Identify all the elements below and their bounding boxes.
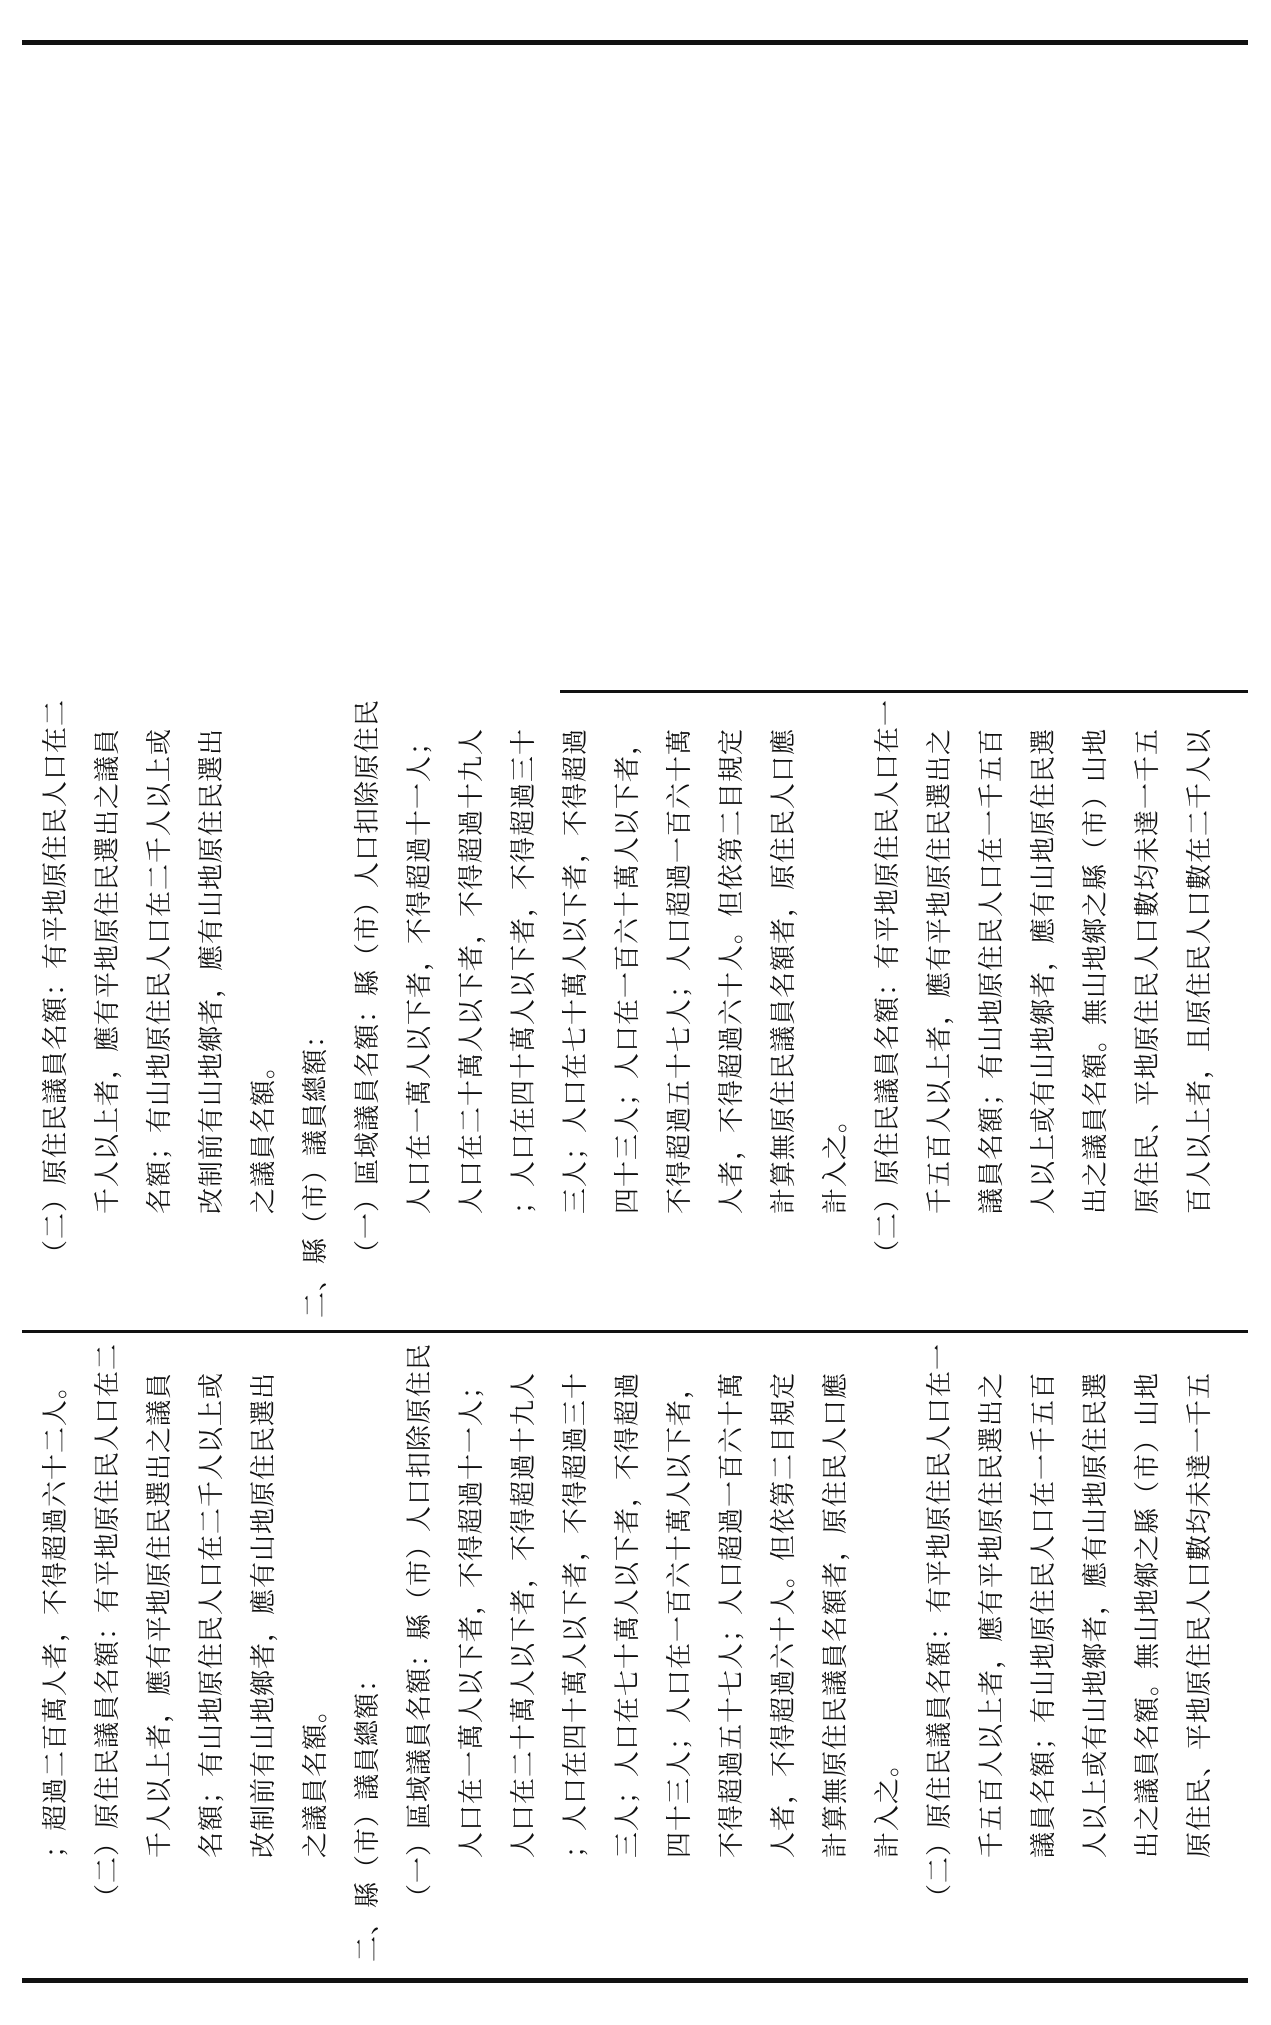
- text-line: 出之議員名額。無山地鄉之縣（市）山地: [1081, 727, 1111, 1214]
- text-line: 人口在二十萬人以下者，不得超過十九人: [457, 727, 487, 1214]
- text-line: ；人口在四十萬人以下者，不得超過三十: [561, 1371, 591, 1858]
- text-line: 人口在一萬人以下者，不得超過十一人；: [457, 1371, 487, 1858]
- text-line: 出之議員名額。無山地鄉之縣（市）山地: [1133, 1371, 1163, 1858]
- text-line: （二）原住民議員名額：有平地原住民人口在一: [925, 1342, 955, 1910]
- text-line: 人口在二十萬人以下者，不得超過十九人: [509, 1371, 539, 1858]
- text-line: 四十三人；人口在一百六十萬人以下者，: [613, 727, 643, 1214]
- text-line: 人者，不得超過六十人。但依第二目規定: [717, 727, 747, 1214]
- text-line: 之議員名額。: [301, 1695, 331, 1858]
- text-line: 不得超過五十七人；人口超過一百六十萬: [717, 1371, 747, 1858]
- text-line: 不得超過五十七人；人口超過一百六十萬: [665, 727, 695, 1214]
- text-line: 百人以上者，且原住民人口數在二千人以: [1185, 727, 1215, 1214]
- text-line: 人以上或有山地鄉者，應有山地原住民選: [1081, 1371, 1111, 1858]
- text-line: 千五百人以上者，應有平地原住民選出之: [977, 1371, 1007, 1858]
- text-line: 千人以上者，應有平地原住民選出之議員: [93, 727, 123, 1214]
- text-line: 人以上或有山地鄉者，應有山地原住民選: [1029, 727, 1059, 1214]
- text-line: 二、縣（市）議員總額：: [301, 1020, 331, 1318]
- text-line: 計入之。: [873, 1749, 903, 1858]
- text-line: 千人以上者，應有平地原住民選出之議員: [145, 1371, 175, 1858]
- lower-text-column: [30, 1343, 1226, 1962]
- text-line: 改制前有山地鄉者，應有山地原住民選出: [197, 727, 227, 1214]
- section-divider-top: [560, 690, 1248, 693]
- text-line: （二）原住民議員名額：有平地原住民人口在一: [873, 698, 903, 1266]
- text-line: 議員名額；有山地原住民人口在一千五百: [1029, 1371, 1059, 1858]
- text-line: ；超過二百萬人者，不得超過六十二人。: [41, 1371, 71, 1858]
- text-line: （二）原住民議員名額：有平地原住民人口在二: [41, 698, 71, 1266]
- text-line: 人者，不得超過六十人。但依第二目規定: [769, 1371, 799, 1858]
- bottom-border-rule: [22, 1978, 1248, 1983]
- text-line: （二）原住民議員名額：有平地原住民人口在二: [93, 1342, 123, 1910]
- text-line: 計算無原住民議員名額者，原住民人口應: [769, 727, 799, 1214]
- text-line: 計算無原住民議員名額者，原住民人口應: [821, 1371, 851, 1858]
- text-line: 二、縣（市）議員總額：: [353, 1664, 383, 1962]
- text-line: 千五百人以上者，應有平地原住民選出之: [925, 727, 955, 1214]
- text-line: 計入之。: [821, 1105, 851, 1214]
- text-line: 人口在一萬人以下者，不得超過十一人；: [405, 727, 435, 1214]
- text-line: 議員名額；有山地原住民人口在一千五百: [977, 727, 1007, 1214]
- text-line: 名額；有山地原住民人口在二千人以上或: [145, 727, 175, 1214]
- text-line: （一）區域議員名額：縣（市）人口扣除原住民: [405, 1342, 435, 1910]
- text-line: 改制前有山地鄉者，應有山地原住民選出: [249, 1371, 279, 1858]
- text-line: 原住民、平地原住民人口數均未達一千五: [1133, 727, 1163, 1214]
- text-line: 之議員名額。: [249, 1051, 279, 1214]
- text-line: 原住民、平地原住民人口數均未達一千五: [1185, 1371, 1215, 1858]
- text-line: 三人；人口在七十萬人以下者，不得超過: [613, 1371, 643, 1858]
- text-line: 四十三人；人口在一百六十萬人以下者，: [665, 1371, 695, 1858]
- top-border-rule: [22, 40, 1248, 45]
- text-line: ；人口在四十萬人以下者，不得超過三十: [509, 727, 539, 1214]
- text-line: （一）區域議員名額：縣（市）人口扣除原住民: [353, 698, 383, 1266]
- text-line: 名額；有山地原住民人口在二千人以上或: [197, 1371, 227, 1858]
- upper-text-column: [30, 699, 1226, 1318]
- section-divider-middle: [22, 1330, 1248, 1333]
- text-line: 三人；人口在七十萬人以下者，不得超過: [561, 727, 591, 1214]
